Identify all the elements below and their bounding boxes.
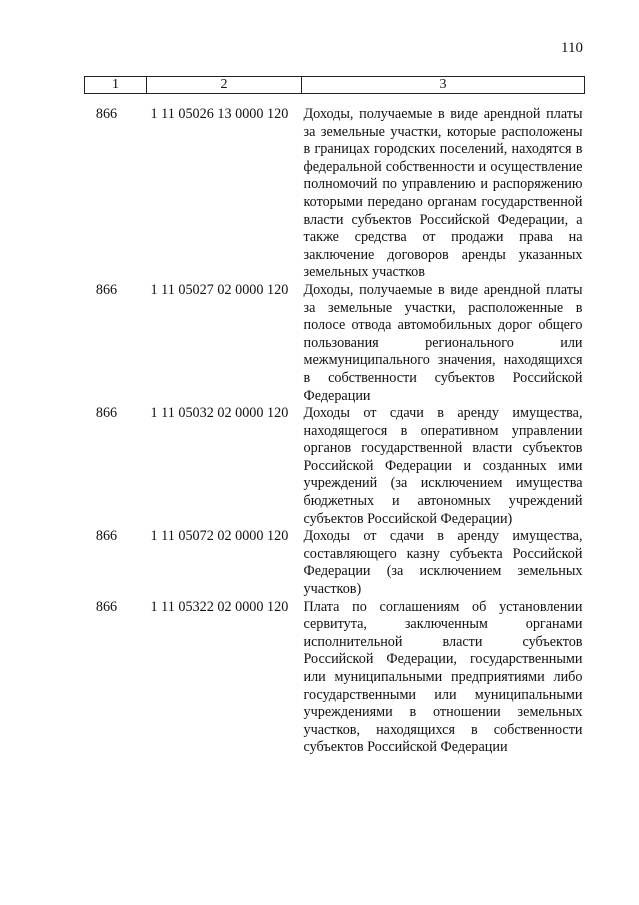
kbk-cell: 1 11 05026 13 0000 120 [150, 106, 289, 122]
table-row [85, 94, 585, 282]
kbk-cell: 1 11 05072 02 0000 120 [150, 528, 289, 545]
admin-code-cell: 866 [95, 106, 118, 122]
admin-code-cell: 866 [95, 281, 118, 298]
revenue-name-cell: Плата по соглашениям об установлении сервитута, заключенным органами исполнительной власти субъектов Российской Федерации, государственными или муниципальными предприятиями либо государственными или муниципальными учреждениями в отношении земельных участков, находящихся в собственности субъектов Российской Федерации [303, 598, 583, 756]
admin-code-cell: 866 [95, 528, 118, 545]
page-number: 110 [561, 40, 583, 56]
revenue-name-cell: Доходы, получаемые в виде арендной платы за земельные участки, которые расположены в границах городских поселений, находятся в федеральной собственности и осуществление полномочий по управлению и распоряжению которыми передано органам государственной власти субъектов Российской Федерации, а также средства от продажи права на заключение договоров аренды указанных земельных участков [303, 106, 583, 281]
header-col-2: 2 [147, 77, 302, 94]
header-row [85, 77, 585, 94]
admin-code-cell: 866 [95, 598, 118, 615]
table-header [85, 77, 585, 94]
kbk-cell: 1 11 05027 02 0000 120 [150, 281, 289, 298]
admin-code-cell: 866 [95, 405, 118, 422]
table-row [85, 405, 585, 528]
header-col-3: 3 [302, 77, 585, 94]
revenue-name-cell: Доходы от сдачи в аренду имущества, составляющего казну субъекта Российской Федерации (за исключением земельных участков) [303, 528, 583, 598]
table-body [85, 94, 585, 757]
revenue-table [84, 76, 584, 757]
table-row [85, 528, 585, 598]
table-row [85, 282, 585, 405]
kbk-cell: 1 11 05322 02 0000 120 [150, 598, 289, 615]
revenue-name-cell: Доходы от сдачи в аренду имущества, находящегося в оперативном управлении органов государственной власти субъектов Российской Федерации и созданных ими учреждений (за исключением имущества бюджетных и автономных учреждений субъектов Российской Федерации) [303, 405, 583, 527]
kbk-cell: 1 11 05032 02 0000 120 [150, 405, 289, 422]
revenue-name-cell: Доходы, получаемые в виде арендной платы за земельные участки, расположенные в полосе отвода автомобильных дорог общего пользования регионального или межмуниципального значения, находящихся в собственности субъектов Российской Федерации [303, 281, 583, 404]
header-col-1: 1 [85, 77, 147, 94]
revenue-codes-table [84, 76, 585, 757]
table-row [85, 599, 585, 757]
